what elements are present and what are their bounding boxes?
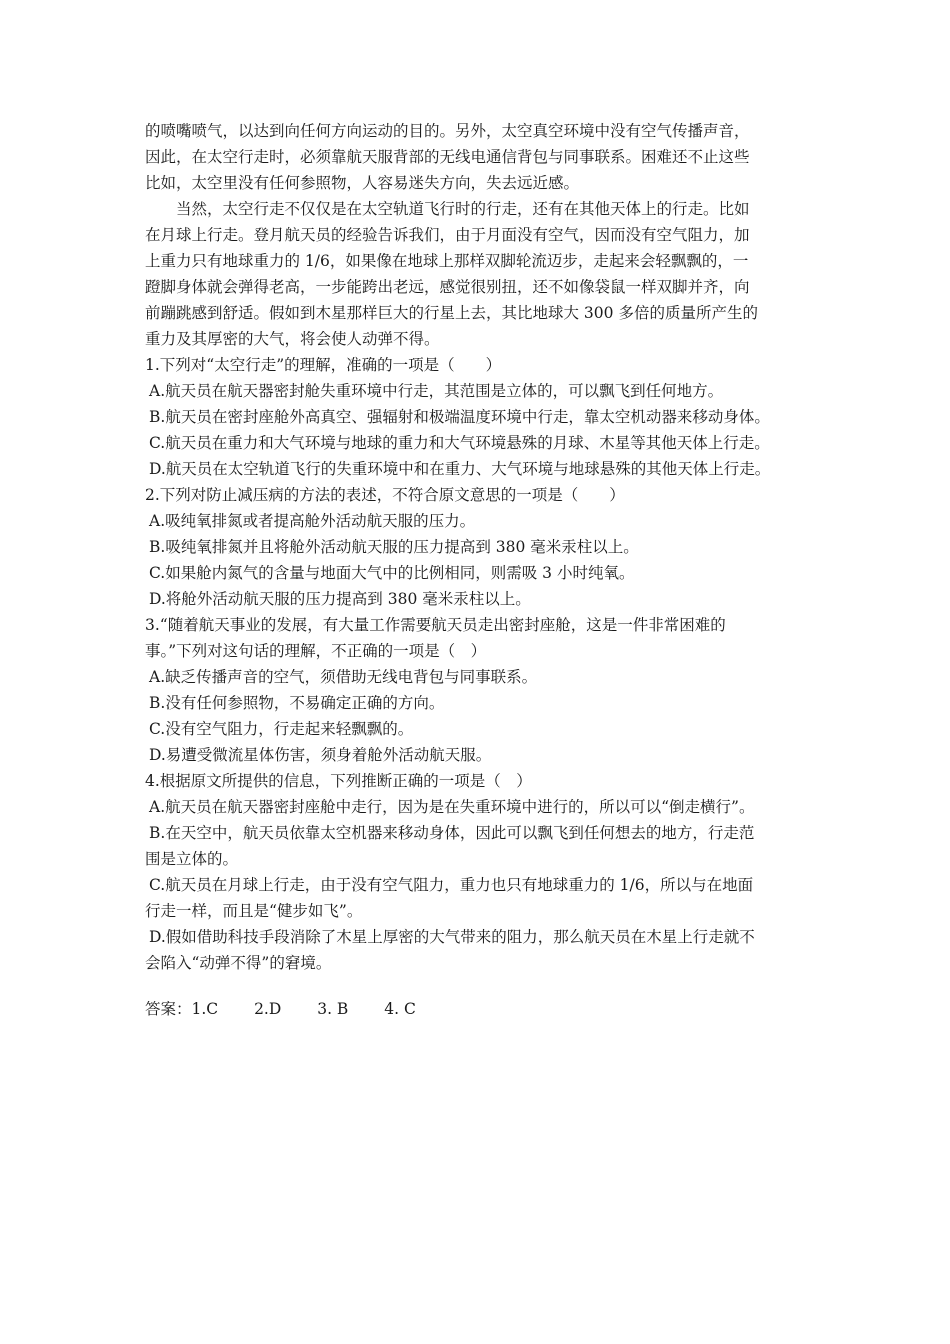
option-b-continued: 围是立体的。 [145, 850, 239, 868]
passage-line: 重力及其厚密的大气，将会使人动弹不得。 [145, 330, 440, 348]
question-stem: 4.根据原文所提供的信息，下列推断正确的一项是（ ） [145, 772, 532, 790]
option-d: D.航天员在太空轨道飞行的失重环境中和在重力、大气环境与地球悬殊的其他天体上行走。 [149, 460, 771, 478]
option-a: A.吸纯氧排氮或者提高舱外活动航天服的压力。 [149, 512, 476, 530]
passage-line: 比如，太空里没有任何参照物，人容易迷失方向，失去远近感。 [145, 174, 580, 192]
question-stem: 2.下列对防止减压病的方法的表述，不符合原文意思的一项是（ ） [145, 486, 625, 504]
option-a: A.航天员在航天器密封座舱中走行，因为是在失重环境中进行的，所以可以“倒走横行”。 [149, 798, 755, 816]
option-c: C.航天员在月球上行走，由于没有空气阻力，重力也只有地球重力的 1/6，所以与在地面 [149, 876, 754, 894]
option-a: A.缺乏传播声音的空气，须借助无线电背包与同事联系。 [149, 668, 538, 686]
question-2 [145, 482, 820, 612]
option-d: D.假如借助科技手段消除了木星上厚密的大气带来的阻力，那么航天员在木星上行走就不 [149, 928, 755, 946]
option-c: C.航天员在重力和大气环境与地球的重力和大气环境悬殊的月球、木星等其他天体上行走。 [149, 434, 770, 452]
option-d: D.易遭受微流星体伤害，须身着舱外活动航天服。 [149, 746, 492, 764]
option-c: C.没有空气阻力，行走起来轻飘飘的。 [149, 720, 414, 738]
option-c-continued: 行走一样，而且是“健步如飞”。 [145, 902, 363, 920]
passage-line: 上重力只有地球重力的 1/6，如果像在地球上那样双脚轮流迈步，走起来会轻飘飘的，一 [145, 252, 749, 270]
question-4 [145, 768, 820, 976]
option-b: B.航天员在密封座舱外高真空、强辐射和极端温度环境中行走，靠太空机动器来移动身体。 [149, 408, 770, 426]
passage-line: 当然，太空行走不仅仅是在太空轨道飞行时的行走，还有在其他天体上的行走。比如 [176, 200, 750, 218]
question-3 [145, 612, 820, 768]
passage-line: 在月球上行走。登月航天员的经验告诉我们，由于月面没有空气，因而没有空气阻力，加 [145, 226, 750, 244]
passage-line: 前蹦跳感到舒适。假如到木星那样巨大的行星上去，其比地球大 300 多倍的质量所产生的 [145, 304, 758, 322]
option-c: C.如果舱内氮气的含量与地面大气中的比例相同，则需吸 3 小时纯氧。 [149, 564, 635, 582]
passage-line: 因此，在太空行走时，必须靠航天服背部的无线电通信背包与同事联系。困难还不止这些 [145, 148, 750, 166]
option-a: A.航天员在航天器密封舱失重环境中行走，其范围是立体的，可以飘飞到任何地方。 [149, 382, 724, 400]
passage-paragraph-1 [145, 118, 820, 196]
question-stem: 3.“随着航天事业的发展，有大量工作需要航天员走出密封座舱，这是一件非常困难的 [145, 616, 726, 634]
answer-key: 答案：1.C 2.D 3. B 4. C [145, 1000, 416, 1018]
option-d: D.将舱外活动航天服的压力提高到 380 毫米汞柱以上。 [149, 590, 531, 608]
passage-line: 蹬脚身体就会弹得老高，一步能跨出老远，感觉很别扭，还不如像袋鼠一样双脚并齐，向 [145, 278, 750, 296]
question-1 [145, 352, 820, 482]
option-d-continued: 会陷入“动弹不得”的窘境。 [145, 954, 332, 972]
option-b: B.吸纯氧排氮并且将舱外活动航天服的压力提高到 380 毫米汞柱以上。 [149, 538, 639, 556]
document-body [145, 118, 820, 1022]
option-b: B.没有任何参照物，不易确定正确的方向。 [149, 694, 445, 712]
question-stem-continued: 事。”下列对这句话的理解，不正确的一项是（ ） [145, 642, 487, 660]
passage-paragraph-2 [145, 196, 820, 352]
question-stem: 1.下列对“太空行走”的理解，准确的一项是（ ） [145, 356, 502, 374]
passage-line: 的喷嘴喷气，以达到向任何方向运动的目的。另外，太空真空环境中没有空气传播声音， [145, 122, 750, 140]
option-b: B.在天空中，航天员依靠太空机器来移动身体，因此可以飘飞到任何想去的地方，行走范 [149, 824, 755, 842]
